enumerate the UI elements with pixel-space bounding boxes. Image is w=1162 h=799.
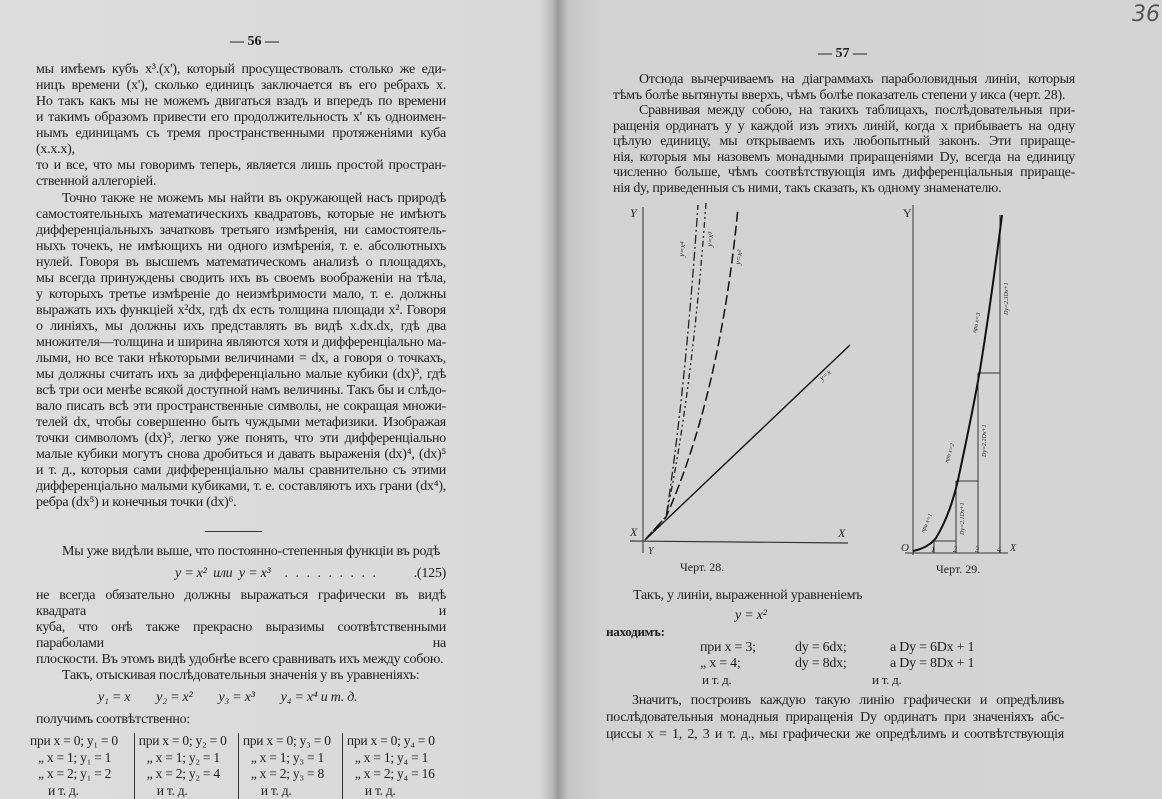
section-divider (205, 531, 262, 532)
curve-label: y=x (817, 367, 833, 383)
values-table (30, 733, 446, 799)
text-line: нія dy, приведенныя съ ними, такъ сказать, къ одному знаменателю. (613, 181, 1075, 197)
tick-label: 4 (997, 545, 1001, 554)
text-line: дифференціальныхъ зачатковъ третьяго измѣренія, ни самостоятель- (36, 223, 446, 239)
etc: и т. д. (872, 672, 902, 688)
etc-row (606, 672, 1064, 688)
table-cell: и т. д. (347, 783, 446, 799)
table-cell: при x = 0; y₁ = 0 (30, 733, 134, 750)
text-line: телей dx, чтобы совершенно быть чуждыми метафизики. Изображая (36, 415, 446, 431)
origin-label: O (901, 542, 909, 554)
table-cell: „ x = 2; y₄ = 16 (347, 766, 446, 783)
text-line: мы имѣемъ кубъ x³.(x'), который просуществовалъ столько же еди- (36, 62, 446, 78)
table-cell: „ x = 1; y₄ = 1 (347, 750, 446, 767)
tick-label: 2 (953, 545, 957, 554)
axis-label-x-right: X (837, 526, 846, 540)
cell: „ x = 4; (700, 656, 795, 672)
equation-y1: y₁ = x (98, 690, 130, 706)
text-line: Сравнивая между собою, на такихъ таблицахъ, послѣдовательныя при- (613, 103, 1075, 119)
text-line: точки символомъ (dx)³, легко уже понять, что эти дифференціально (36, 431, 446, 447)
paragraph (613, 72, 1075, 103)
curve-label: при x=3 (972, 312, 982, 333)
paragraph: Мы уже видѣли выше, что постоянно-степенныя функціи въ родѣ (36, 544, 446, 560)
handwritten-folio-number: 36 (1132, 2, 1160, 27)
text-line: плоскости. Въ этомъ видѣ удобнѣе всего сравнивать ихъ между собою. (36, 652, 446, 668)
figure-caption: Черт. 28. (680, 560, 724, 575)
paragraph (36, 191, 446, 511)
equations-row (36, 690, 446, 706)
figure-29 (901, 205, 1017, 555)
text-line: выражать ихъ функціей x²dx, гдѣ dx есть толщина площади x². Говоря (36, 303, 446, 319)
text-line: и т. д., которыя сами дифференціально малы сравнительно съ этими (36, 463, 446, 479)
table-cell: и т. д. (30, 783, 134, 799)
text-line: ственной аллегоріей. (36, 174, 446, 190)
text-line: лыми, но все таки нѣкоторыми величинами = dx, а говоря о точкахъ, (36, 351, 446, 367)
table-column (30, 733, 134, 799)
text-line: и такимъ образомъ привести его продолжительность x' къ одноимен- (36, 110, 446, 126)
text-line: множителя—толщина и ширина являются хотя и дифференціально ма- (36, 335, 446, 351)
text-line: то и все, что мы говоримъ теперь, является лишь простой простран- (36, 158, 446, 174)
table-cell: при x = 0; y₃ = 0 (243, 733, 342, 750)
curve-y-x2 (913, 215, 1002, 551)
cell: dy = 6dx; (795, 640, 890, 656)
equation-y3: y₃ = x³ (218, 690, 254, 706)
curve-label: при x=2 (944, 443, 956, 464)
table-column (238, 733, 342, 799)
tick-label: 1 (931, 545, 935, 554)
text-line: Отсюда вычерчиваемъ на діаграммахъ параболовидныя линіи, которыя (613, 72, 1075, 88)
text-line: нулей. Говоря въ высшемъ математическомъ анализѣ о площадяхъ, (36, 255, 446, 271)
table-cell: „ x = 1; y₂ = 1 (139, 750, 238, 767)
text-line: у которыхъ третье измѣреніе до неизмѣримости мало, т. е. должны (36, 287, 446, 303)
x-axis (630, 541, 848, 543)
text-line: ребра (dx⁵) и конечныя точки (dx)⁶. (36, 495, 446, 511)
paragraph (36, 588, 446, 668)
text-line: не всегда обязательно должны выражаться графически въ видѣ квадрата и (36, 588, 446, 620)
paragraph (36, 62, 446, 190)
right-page-bottom-text (606, 588, 1064, 743)
result-row (606, 656, 1064, 672)
axis-label-x-left: X (629, 525, 638, 539)
text-line: ращенія ординатъ y у каждой изъ этихъ линій, когда x прибываетъ на одну (613, 119, 1075, 135)
table-cell: „ x = 2; y₃ = 8 (243, 766, 342, 783)
axis-label-y: Y (630, 206, 638, 220)
curve-label: y=x³ (705, 231, 716, 248)
table-cell: „ x = 1; y₃ = 1 (243, 750, 342, 767)
page-number: — 57 — (818, 46, 867, 62)
paragraph (613, 103, 1075, 196)
table-column (134, 733, 238, 799)
text-line: дифференціально малыми кубиками, т. е. составляютъ ихъ грани (dx⁴), (36, 479, 446, 495)
text-line: Но такъ какъ мы не можемъ двигаться взадъ и впередъ по времени (36, 94, 446, 110)
right-page-top-text (613, 72, 1075, 196)
text-line: Значитъ, построивъ каждую такую линію графически и опредѣливъ (606, 692, 1064, 709)
curve-y-x2 (645, 208, 738, 540)
table-cell: „ x = 2; y₂ = 4 (139, 766, 238, 783)
table-cell: при x = 0; y₄ = 0 (347, 733, 446, 750)
curve-label: y=x² (733, 249, 745, 267)
text-line: нія, которыя мы назовемъ монадными приращеніями Dy, всегда на единицу (613, 150, 1075, 166)
increment-label: Dy=2.3Dx+1 (1004, 282, 1010, 316)
equation-leader-dots: . . . . . . . . . (285, 566, 379, 582)
axis-label-y-bottom: Y (648, 546, 655, 557)
text-line: ныхъ точекъ, не имѣющихъ ни одного измѣренія, т. е. абсолютныхъ (36, 239, 446, 255)
text-line: ницъ времени (x'), сколько единицъ заключается въ его ребрахъ x. (36, 78, 446, 94)
result-row (606, 640, 1064, 656)
text-line: малые кубики могутъ снова дробиться и давать выраженія (dx)⁴, (dx)⁵ (36, 447, 446, 463)
text-line: нымъ единицамъ съ тремя пространственными протяженіями куба (x.x.x), (36, 126, 446, 158)
tick-label: 3 (974, 545, 979, 554)
text-line: циссы x = 1, 2, 3 и т. д., мы графически же опредѣлимъ и соотвѣтствующія (606, 726, 1064, 743)
page-number: — 56 — (230, 34, 279, 50)
axis-label-x: X (1009, 543, 1017, 554)
paragraph: Такъ, у линіи, выраженной уравненіемъ (606, 588, 1064, 604)
text-line: мы всегда принуждены сводить ихъ въ своемъ воображеніи на тѣла, (36, 271, 446, 287)
table-cell: „ x = 2; y₁ = 2 (30, 766, 134, 783)
paragraph: Такъ, отыскивая послѣдовательныя значенія y въ уравненіяхъ: (36, 668, 446, 684)
text-line: цѣлую единицу, мы открываемъ ихъ любопытный законъ. Эти прираще- (613, 134, 1075, 150)
text-line: Точно также не можемъ мы найти въ окружающей насъ природѣ (36, 191, 446, 207)
equation-y4: y₄ = x⁴ и т. д. (281, 690, 358, 706)
paragraph: получимъ соотвѣтственно: (36, 712, 446, 728)
cell: dy = 8dx; (795, 656, 890, 672)
figure-caption: Черт. 29. (936, 562, 980, 577)
table-cell: и т. д. (243, 783, 342, 799)
text-line: численно больше, чѣмъ соотвѣтствующія имъ дифференціальныя прираще- (613, 165, 1075, 181)
cell: а Dy = 8Dx + 1 (890, 656, 1064, 672)
etc: и т. д. (702, 672, 872, 688)
figures (600, 195, 1040, 557)
cell: при x = 3; (700, 640, 795, 656)
table-cell: при x = 0; y₂ = 0 (139, 733, 238, 750)
increment-label: Dy=2.2Dx+1 (982, 424, 988, 458)
paragraph (606, 692, 1064, 743)
axis-label-y: Y (903, 206, 912, 220)
text-line: о линіяхъ, мы должны ихъ представлять въ видѣ x.dx.dx, гдѣ два (36, 319, 446, 335)
equation: y = x² или y = x³ (175, 566, 271, 582)
text-line: тѣмъ болѣе вытянуты вверхъ, чѣмъ болѣе показатель степени у икса (черт. 28). (613, 88, 1075, 104)
table-column (342, 733, 446, 799)
text-line: куба, что онѣ также прекрасно выразимы соотвѣтственными параболами на (36, 620, 446, 652)
label: находимъ: (606, 624, 1064, 640)
curve-label: y=x⁴ (677, 241, 688, 258)
equation: y = x² (606, 608, 1064, 624)
text-line: послѣдовательныя монадныя приращенія Dy ординатъ при значеніяхъ абс- (606, 709, 1064, 726)
equation-y2: y₂ = x² (156, 690, 192, 706)
table-cell: и т. д. (139, 783, 238, 799)
cell: а Dy = 6Dx + 1 (890, 640, 1064, 656)
text-line: мы должны считать ихъ за дифференціально малые кубики (dx)³, гдѣ (36, 367, 446, 383)
left-page-body (36, 62, 446, 799)
equation-number: .(125) (414, 566, 446, 582)
curve-label: при x=1 (920, 513, 934, 534)
text-line: самостоятельныхъ математическихъ квадратовъ, которые не имѣютъ (36, 207, 446, 223)
figure-28 (629, 203, 850, 557)
text-line: вало писать всѣ эти пространственные символы, не сокращая множи- (36, 399, 446, 415)
increment-label: Dy=2.1Dx+1 (960, 502, 966, 536)
text-line: всѣ три оси менѣе всякой доступной намъ величины. Такъ бы и слѣдо- (36, 383, 446, 399)
curve-y-x3 (645, 203, 706, 540)
equation-row (36, 566, 446, 582)
table-cell: „ x = 1; y₁ = 1 (30, 750, 134, 767)
